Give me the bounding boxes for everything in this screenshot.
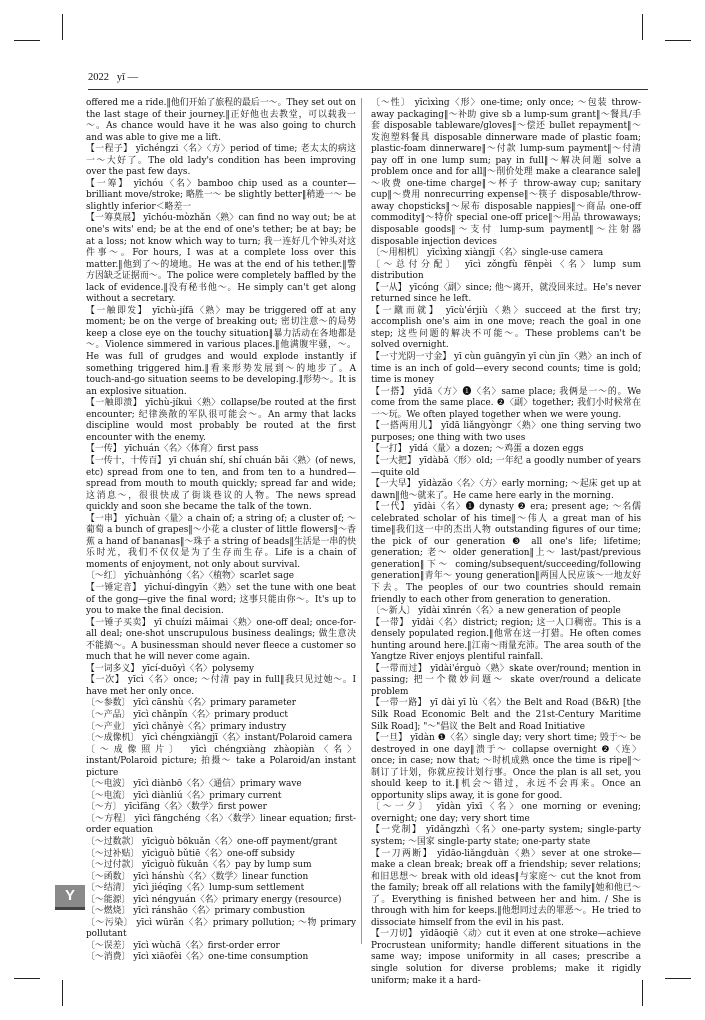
dictionary-entry: 【一大早】 yīdàzǎo〈名〉〈方〉early morning; ～起床 get up at dawn‖他～就来了。He came here early in the morning. xyxy=(371,479,641,501)
dictionary-entry: 〔～总付分配〕 yīcì zǒngfù fēnpèi〈名〉lump sum distribution xyxy=(371,259,641,282)
crop-mark xyxy=(14,978,40,979)
dictionary-entry: 〔～燃烧〕 yīcì ránshāo〈名〉primary combustion xyxy=(86,906,306,917)
dictionary-entry: 【一党制】 yīdǎngzhì〈名〉one-party system; single-party system; ～国家 single-party state; one-party state xyxy=(371,825,641,847)
dictionary-entry: 【一大把】 yīdàbǎ〈形〉old; 一年纪 a goodly number of years—quite old xyxy=(371,455,641,478)
dictionary-entry: 【一寸光阴一寸金】 yī cùn guāngyīn yī cùn jīn〈熟〉an inch of time is an inch of gold—every second counts; time is gold; time is money xyxy=(371,352,641,386)
dictionary-entry: 〔～函数〕 yīcì hánshù〈名〉〈数学〉linear function xyxy=(86,871,309,882)
dictionary-entry: 【一带而过】 yīdài'érguò〈熟〉skate over/round; mention in passing; 把一个微妙问题～ skate over/round a delicate problem xyxy=(371,663,641,697)
side-tab-letter: Y xyxy=(55,885,85,907)
dictionary-entry: 〔～过付款〕 yīcìguò fùkuǎn〈名〉pay by lump sum xyxy=(86,860,312,871)
dictionary-entry: 〔～电流〕 yīcì diànliú〈名〉primary current xyxy=(86,790,282,801)
dictionary-entry: 【一刀切】 yīdāoqiē〈动〉cut it even at one stroke—achieve Procrustean uniformity; handle different situations in the same way; impose uniformity in all cases; prescribe a single solution for diverse problems; make it rigidly uniform; make it a hard- xyxy=(371,929,641,986)
section-marker: yī — xyxy=(116,72,139,83)
dictionary-entry: 【一词多义】 yīcí-duōyì〈名〉polysemy xyxy=(86,663,255,674)
dictionary-entry: 【一传】 yīchuán〈名〉〈体育〉first pass xyxy=(86,444,259,455)
dictionary-entry: 【一触即发】 yīchù-jífā〈熟〉may be triggered off at any moment; be on the verge of breaking out; 密切注意～的局势 keep a close eye on the touchy situation‖暴力活动在各地都是～。Violence simmered in various places.‖他满腹牢骚，～。He was full of grudges and would explode instantly if something triggered him.‖看来形势发展到～的地步了。A touch-and-go situation seems to be developing.‖形势～。It is an explosive situation. xyxy=(86,305,356,397)
dictionary-entry: 〔～产业〕 yīcì chǎnyè〈名〉primary industry xyxy=(86,721,287,732)
right-column xyxy=(371,98,641,986)
dictionary-entry: 【一次】 yīcì〈名〉once; ～付清 pay in full‖我只见过她～。I have met her only once. xyxy=(86,675,356,697)
dictionary-entry: 〔～成像照片〕 yīcì chéngxiàng zhàopiàn〈名〉instant/Polaroid picture; 拍摄～ take a Polaroid/an instant picture xyxy=(86,744,356,778)
crop-mark xyxy=(665,978,691,979)
dictionary-entry: 〔～过补贴〕 yīcìguò bǔtiē〈名〉one-off subsidy xyxy=(86,848,295,859)
page-number: 2022 yī — xyxy=(88,72,139,83)
crop-mark xyxy=(642,14,643,40)
dictionary-entry: 〔～污染〕 yīcì wūrǎn〈名〉primary pollution; ～物 primary pollutant xyxy=(86,917,356,940)
crop-mark xyxy=(14,40,40,41)
dictionary-entry: 【一锤子买卖】 yī chuízi mǎimai〈熟〉one-off deal; once-for-all deal; one-shot unscrupulous business dealings; 做生意决不能搞～。A businessman should never fleece a customer so much that he will never come again. xyxy=(86,617,356,663)
dictionary-entry: 【一筹】 yīchóu〈名〉bamboo chip used as a counter—brilliant move/stroke; 略胜一～ be slightly better‖稍逊一～ be slightly inferior＜略差一 xyxy=(86,178,356,212)
dictionary-entry: 【一串】 yīchuàn〈量〉a chain of; a string of; a cluster of; ～葡萄 a bunch of grapes‖～小花 a cluster of little flowers‖～香蕉 a hand of bananas‖～珠子 a string of beads‖生活是一串的快乐时光，我们不仅仅是为了生存而生存。Life is a chain of moments of enjoyment, not only about survival. xyxy=(86,513,356,570)
dictionary-entry: 〔～产品〕 yīcì chǎnpǐn〈名〉primary product xyxy=(86,709,288,720)
dictionary-entry: 【一锤定音】 yīchuí-dìngyīn〈熟〉set the tune with one beat of the gong—give the final word; 这事只能由你～。It's up to you to make the final decision. xyxy=(86,582,356,617)
dictionary-entry: 【一从】 yīcóng〈副〉since; 他～离开，就没回来过。He's never returned since he left. xyxy=(371,282,641,305)
dictionary-entry: 〔～方程〕 yīcì fāngchéng〈名〉〈数学〉linear equation; first-order equation xyxy=(86,813,356,836)
dictionary-entry: 〔～性〕 yīcìxìng〈形〉one-time; only once; ～包装 throw-away packaging‖～补助 give sb a lump-sum grant‖～餐具/手套 disposable tableware/gloves‖～偿还 bullet repayment‖～发泡塑料餐具 disposable dinnerware made of plastic foam; plastic-foam dinnerware‖～付款 lump-sum payment‖～付清 pay off in one lump sum; pay in full‖～解决问题 solve a problem once and for all‖～削价处理 make a clearance sale‖～收费 one-time charge‖～杯子 throw-away cup; sanitary cup‖～费用 nonrecurring expense‖～筷子 disposable/throw-away chopsticks‖～尿布 disposable nappies‖～商品 one-off commodity‖～特价 special one-off price‖～用品 throwaways; disposable goods‖～支付 lump-sum payment‖～注射器 disposable injection devices xyxy=(371,98,641,247)
dictionary-entry: 【一旦】 yīdàn ❶〈名〉single day; very short time; 毁于～ be destroyed in one day‖溃于～ collapse overnight ❷〈连〉once; in case; now that; ～时机成熟 once the time is ripe‖～制订了计划，你就应按计划行事。Once the plan is all set, you should keep to it.‖机会～错过，永远不会再来。Once an opportunity slips away, it is gone for good. xyxy=(371,733,641,801)
dictionary-entry: 【一刀两断】 yīdāo-liǎngduàn〈熟〉sever at one stroke—make a clean break; break off a friendship; sever relations; 和旧思想～ break with old ideas‖与家庭～ cut the knot from the family; break off all relations with the family‖她和他已～了。Everything is finished between her and him. / She is through with him for keeps.‖他想同过去的罪恶～。He tried to dissociate himself from the evil in his past. xyxy=(371,848,641,928)
dictionary-entry: 【一蹴而就】 yīcù'érjiù〈熟〉succeed at the first try; accomplish one's aim in one move; reach the goal in one step; 这些问题的解决不可能～。These problems can't be solved overnight. xyxy=(371,305,641,351)
dictionary-entry: 〔～方〕 yīcìfāng〈名〉〈数学〉first power xyxy=(86,802,267,813)
dictionary-entry: 【一打】 yīdá〈量〉a dozen; ～鸡蛋 a dozen eggs xyxy=(371,444,584,455)
dictionary-entry: 【一代】 yīdài〈名〉❶ dynasty ❷ era; present age; ～名儒 celebrated scholar of his time‖～伟人 a great man of his time‖我们这一中的杰出人物 outstanding figures of our time; the pick of our generation ❸ all one's life; lifetime; generation; 老～ older generation‖上～ last/past/previous generation‖下～ coming/subsequent/succeeding/following generation‖青年～ young generation‖两国人民应该～一地友好下去。The peoples of our two countries should remain friendly to each other from generation to generation. xyxy=(371,502,641,605)
crop-mark xyxy=(62,980,63,1006)
dictionary-entry: 【一搭两用儿】 yīdā liǎngyòngr〈熟〉one thing serving two purposes; one thing with two uses xyxy=(371,421,641,443)
dictionary-entry: 〔～误差〕 yīcì wùchā〈名〉first-order error xyxy=(86,940,280,951)
dictionary-entry: 〔～成像机〕 yīcì chéngxiàngjī〈名〉instant/Polaroid camera xyxy=(86,733,353,744)
dictionary-entry: 〔～新人〕 yīdài xīnrén〈名〉a new generation of people xyxy=(371,606,621,617)
crop-mark xyxy=(62,14,63,40)
crop-mark xyxy=(665,40,691,41)
dictionary-entry: 〔～一夕〕 yīdàn yīxī〈名〉one morning or evening; overnight; one day; very short time xyxy=(371,802,641,824)
side-tab-bar xyxy=(55,907,85,910)
dictionary-entry: 【一筹莫展】 yīchóu-mòzhǎn〈熟〉can find no way out; be at one's wits' end; be at the end of one's tether; be at bay; be at a loss; not know which way to turn; 我一连好几个钟头对这件事～。For hours, I was at a complete loss over this matter.‖他到了～的境地。He was at the end of his tether.‖警方因缺乏证据而～。The police were completely baffled by the lack of evidence.‖没有秘书他～。He simply can't get along without a secretary. xyxy=(86,213,356,305)
dictionary-entry: 〔～参数〕 yīcì cānshù〈名〉primary parameter xyxy=(86,698,297,709)
dictionary-entry: 【一带】 yīdài〈名〉district; region; 这一人口稠密。This is a densely populated region.‖他常在这一打猎。He often comes hunting around here.‖江南～雨量充沛。The area south of the Yangtze River enjoys plentiful rainfall. xyxy=(371,617,641,663)
dictionary-entry: 〔～过数款〕 yīcìguò bōkuǎn〈名〉one-off payment/grant xyxy=(86,837,338,847)
dictionary-entry: 〔～用相机〕 yīcìxìng xiàngjī〈名〉single-use camera xyxy=(371,248,604,259)
dictionary-entry: 〔～电波〕 yīcì diànbō〈名〉〈通信〉primary wave xyxy=(86,779,302,790)
dictionary-entry: offered me a ride.‖他们开始了旅程的最后一～。They set out on the last stage of their journey.‖正好他也去教堂，可以载我一～。As chance would have it he was also going to church and was able to give me a lift. xyxy=(86,98,356,143)
dictionary-entry: 【一传十，十传百】 yī chuán shí, shí chuán bǎi〈熟〉(of news, etc) spread from one to ten, and from ten to a hundred—spread from mouth to mouth quickly; spread far and wide; 这消息～，很很快成了街谈巷议的人物。The news spread quickly and soon she became the talk of the town. xyxy=(86,455,356,513)
dictionary-entry: 【一触即溃】 yīchù-jíkuì〈熟〉collapse/be routed at the first encounter; 纪律涣散的军队很可能会～。An army that lacks discipline would most probably be routed at the first encounter with the enemy. xyxy=(86,398,356,443)
dictionary-entry: 〔～红〕 yīchuànhóng〈名〉〈植物〉scarlet sage xyxy=(86,571,295,582)
crop-mark xyxy=(642,980,643,1006)
left-column xyxy=(86,98,356,963)
header-rule xyxy=(88,89,648,90)
dictionary-entry: 【一带一路】 yī dài yī lù〈名〉the Belt and Road (B&R) [the Silk Road Economic Belt and the 21st-Century Maritime Silk Road]; "～"倡议 the Belt and Road Initiative xyxy=(371,698,641,732)
dictionary-entry: 〔～能源〕 yīcì néngyuán〈名〉primary energy (resource) xyxy=(86,894,342,905)
column-divider xyxy=(361,98,362,944)
dictionary-entry: 〔～消费〕 yīcì xiāofèi〈名〉one-time consumption xyxy=(86,952,309,963)
dictionary-entry: 【一搭】 yīdā〈方〉❶〈名〉same place; 我俩是一～的。We come from the same place. ❷〈副〉together; 我们小时候常在一～玩。We often played together when we were young. xyxy=(371,386,641,420)
dictionary-entry: 〔～结清〕 yīcì jiéqīng〈名〉lump-sum settlement xyxy=(86,883,305,894)
dictionary-entry: 【一程子】 yīchéngzi〈名〉〈方〉period of time; 老太太的病这一～大好了。The old lady's condition has been improving over the past few days. xyxy=(86,144,356,178)
running-header xyxy=(88,72,648,90)
